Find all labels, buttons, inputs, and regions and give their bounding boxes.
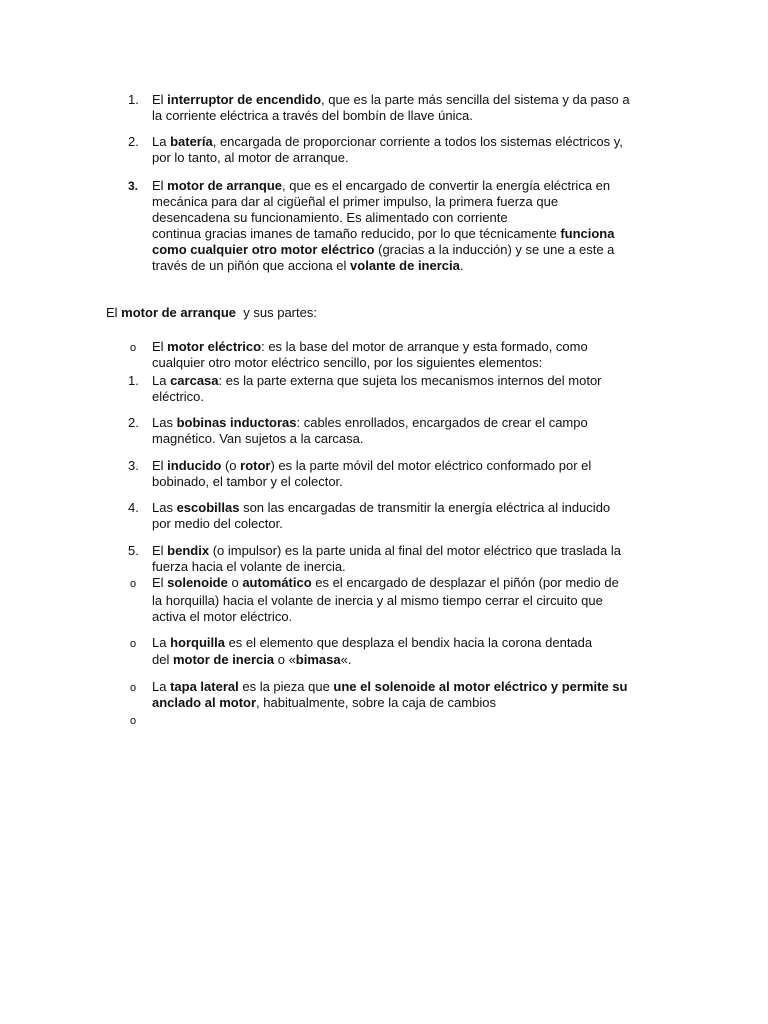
list-item-ignition-switch: El interruptor de encendido, que es la parte más sencilla del sistema y da paso a la corriente eléctrica a través del bombín de llave única. bbox=[152, 92, 630, 123]
bullet-marker: o bbox=[130, 682, 137, 694]
list-marker: 2. bbox=[128, 134, 139, 149]
section-heading: El motor de arranque y sus partes: bbox=[106, 305, 317, 320]
bullet-motor-electrico: El motor eléctrico: es la base del motor de arranque y esta formado, como cualquier otro motor eléctrico sencillo, por los siguientes elementos: bbox=[152, 339, 588, 370]
bullet-marker: o bbox=[130, 578, 137, 590]
bullet-horquilla: La horquilla es el elemento que desplaza el bendix hacia la corona dentada del motor de inercia o «bimasa«. bbox=[152, 635, 593, 667]
list-item-bobinas: Las bobinas inductoras: cables enrollados, encargados de crear el campo magnético. Van sujetos a la carcasa. bbox=[152, 415, 588, 446]
list-marker: 1. bbox=[128, 373, 139, 388]
list-marker: 3. bbox=[128, 179, 139, 193]
list-item-inducido: El inducido (o rotor) es la parte móvil del motor eléctrico conformado por el bobinado, el tambor y el colector. bbox=[152, 458, 592, 489]
list-marker: 2. bbox=[128, 415, 139, 430]
bullet-tapa-lateral: La tapa lateral es la pieza que une el solenoide al motor eléctrico y permite su anclado al motor, habitualmente, sobre la caja de cambios bbox=[152, 679, 628, 710]
list-item-battery: La batería, encargada de proporcionar corriente a todos los sistemas eléctricos y, por lo tanto, al motor de arranque. bbox=[152, 134, 623, 165]
list-marker: 3. bbox=[128, 458, 139, 473]
list-marker: 5. bbox=[128, 543, 139, 558]
bullet-marker: o bbox=[130, 638, 137, 650]
list-item-escobillas: Las escobillas son las encargadas de transmitir la energía eléctrica al inducido por medio del colector. bbox=[152, 500, 611, 531]
bullet-solenoide: El solenoide o automático es el encargado de desplazar el piñón (por medio de la horquilla) hacia el volante de inercia y al mismo tiempo cerrar el circuito que activa el motor eléctrico. bbox=[152, 575, 619, 624]
list-marker: 1. bbox=[128, 92, 139, 107]
bullet-marker: o bbox=[130, 342, 137, 354]
bullet-marker-empty: o bbox=[130, 715, 137, 727]
list-item-bendix: El bendix (o impulsor) es la parte unida al final del motor eléctrico que traslada la fuerza hacia el volante de inercia. bbox=[152, 543, 621, 574]
list-item-starter-motor: El motor de arranque, que es el encargado de convertir la energía eléctrica en mecánica para dar al cigüeñal el primer impulso, la primera fuerza que desencadena su funcionamiento. Es alimentado con corriente continua gracias imanes de tamaño reducido, por lo que técnicamente funciona como cualquier otro motor eléctrico (gracias a la inducción) y se une a este a través de un piñón que acciona el volante de inercia. bbox=[152, 178, 615, 273]
list-item-carcasa: La carcasa: es la parte externa que sujeta los mecanismos internos del motor eléctrico. bbox=[152, 373, 602, 404]
list-marker: 4. bbox=[128, 500, 139, 515]
